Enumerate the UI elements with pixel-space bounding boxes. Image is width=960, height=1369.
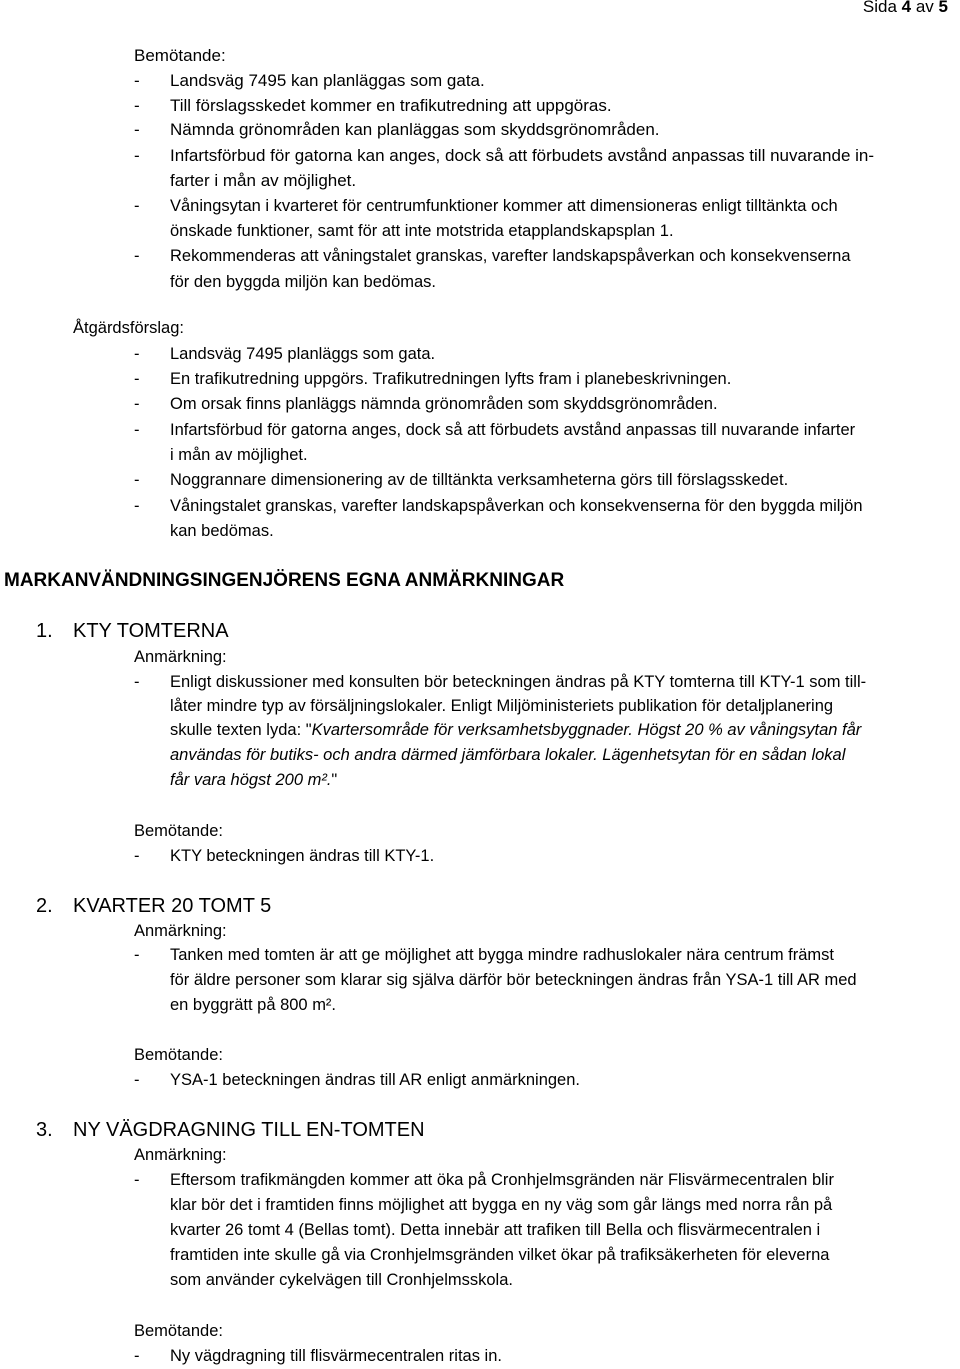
bullet-dash: - bbox=[134, 673, 140, 691]
bullet-dash: - bbox=[134, 120, 140, 139]
bullet-dash: - bbox=[134, 847, 140, 865]
bullet-dash: - bbox=[134, 497, 140, 515]
section-3-remark-label: Anmärkning: bbox=[134, 1146, 227, 1164]
block2-item-3: Om orsak finns planläggs nämnda grönområden som skyddsgrönområden. bbox=[170, 395, 718, 413]
section-2-response-label: Bemötande: bbox=[134, 1046, 223, 1064]
section-2-response: YSA-1 beteckningen ändras till AR enligt anmärkningen. bbox=[170, 1071, 580, 1089]
bullet-dash: - bbox=[134, 1071, 140, 1089]
bullet-dash: - bbox=[134, 247, 140, 265]
block1-label: Bemötande: bbox=[134, 46, 226, 65]
bullet-dash: - bbox=[134, 471, 140, 489]
block1-item-1: Landsväg 7495 kan planläggas som gata. bbox=[170, 71, 485, 90]
section-1-number: 1. bbox=[36, 620, 53, 642]
block2-label: Åtgärdsförslag: bbox=[73, 319, 184, 337]
bullet-dash: - bbox=[134, 370, 140, 388]
section-1-remark-line-2: låter mindre typ av försäljningslokaler. Enligt Miljöministeriets publikation för detaljplanering bbox=[170, 697, 834, 715]
block1-item-3: Nämnda grönområden kan planläggas som skyddsgrönområden. bbox=[170, 120, 660, 139]
block2-item-2: En trafikutredning uppgörs. Trafikutredningen lyfts fram i planebeskrivningen. bbox=[170, 370, 732, 388]
section-3-title: NY VÄGDRAGNING TILL EN-TOMTEN bbox=[73, 1119, 425, 1141]
section-1-title: KTY TOMTERNA bbox=[73, 620, 229, 642]
block2-item-6-line-1: Våningstalet granskas, varefter landskapspåverkan och konsekvenserna för den byggda miljön bbox=[170, 497, 863, 515]
section-3-remark-line-1: Eftersom trafikmängden kommer att öka på Cronhjelmsgränden när Flisvärmecentralen blir bbox=[170, 1171, 834, 1189]
block2-item-4-line-1: Infartsförbud för gatorna anges, dock så att förbudets avstånd anpassas till nuvarande infarter bbox=[170, 421, 856, 439]
section-1-remark-line-1: Enligt diskussioner med konsulten bör beteckningen ändras på KTY tomterna till KTY-1 som till- bbox=[170, 673, 867, 691]
block1-item-6-line-2: för den byggda miljön kan bedömas. bbox=[170, 273, 436, 291]
block1-item-5-line-2: önskade funktioner, samt för att inte motstrida etapplandskapsplan 1. bbox=[170, 222, 674, 240]
block1-item-2: Till förslagsskedet kommer en trafikutredning att uppgöras. bbox=[170, 96, 612, 115]
section-2-title: KVARTER 20 TOMT 5 bbox=[73, 895, 272, 917]
section-3-remark-line-4: framtiden inte skulle gå via Cronhjelmsgränden vilket ökar på trafiksäkerheten för eleverna bbox=[170, 1246, 830, 1264]
section-3-remark-line-5: som använder cykelvägen till Cronhjelmsskola. bbox=[170, 1271, 513, 1289]
block2-item-4-line-2: i mån av möjlighet. bbox=[170, 446, 308, 464]
page-number: Sida 4 av 5 bbox=[862, 0, 948, 16]
section-2-remark-line-1: Tanken med tomten är att ge möjlighet att bygga mindre radhuslokaler nära centrum främst bbox=[170, 946, 834, 964]
bullet-dash: - bbox=[134, 946, 140, 964]
block2-item-5: Noggrannare dimensionering av de tilltänkta verksamheterna görs till förslagsskedet. bbox=[170, 471, 789, 489]
section-2-remark-line-2: för äldre personer som klarar sig själva därför bör beteckningen ändras från YSA-1 till AR med bbox=[170, 971, 857, 989]
bullet-dash: - bbox=[134, 395, 140, 413]
section-2-remark-line-3: en byggrätt på 800 m². bbox=[170, 996, 337, 1014]
section-1-remark-label: Anmärkning: bbox=[134, 648, 227, 666]
section-1-response: KTY beteckningen ändras till KTY-1. bbox=[170, 847, 435, 865]
section-2-number: 2. bbox=[36, 895, 53, 917]
section-3-response-label: Bemötande: bbox=[134, 1322, 223, 1340]
bullet-dash: - bbox=[134, 197, 140, 215]
section-3-number: 3. bbox=[36, 1119, 53, 1141]
section-1-remark-line-4: användas för butiks- och andra därmed jämförbara lokaler. Lägenhetsytan för en sådan lokal bbox=[170, 746, 846, 764]
bullet-dash: - bbox=[134, 71, 140, 90]
section-3-response: Ny vägdragning till flisvärmecentralen ritas in. bbox=[170, 1347, 502, 1365]
section-1-remark-line-5: får vara högst 200 m²." bbox=[170, 771, 338, 789]
block1-item-4-line-2: farter i mån av möjlighet. bbox=[170, 171, 357, 190]
section-3-remark-line-3: kvarter 26 tomt 4 (Bellas tomt). Detta innebär att trafiken till Bella och flisvärmecentralen i bbox=[170, 1221, 821, 1239]
section-2-remark-label: Anmärkning: bbox=[134, 922, 227, 940]
block1-item-5-line-1: Våningsytan i kvarteret för centrumfunktioner kommer att dimensioneras enligt tilltänkta och bbox=[170, 197, 838, 215]
bullet-dash: - bbox=[134, 345, 140, 363]
bullet-dash: - bbox=[134, 1347, 140, 1365]
bullet-dash: - bbox=[134, 421, 140, 439]
block2-item-6-line-2: kan bedömas. bbox=[170, 522, 274, 540]
bullet-dash: - bbox=[134, 96, 140, 115]
bullet-dash: - bbox=[134, 1171, 140, 1189]
section-1-remark-line-3: skulle texten lyda: "Kvartersområde för verksamhetsbyggnader. Högst 20 % av våningsytan får bbox=[170, 721, 862, 739]
section-1-response-label: Bemötande: bbox=[134, 822, 223, 840]
section-3-remark-line-2: klar bör det i framtiden finns möjlighet att bygga en ny väg som går längs med norra rån på bbox=[170, 1196, 833, 1214]
bullet-dash: - bbox=[134, 146, 140, 165]
main-heading: MARKANVÄNDNINGSINGENJÖRENS EGNA ANMÄRKNINGAR bbox=[4, 570, 565, 591]
block2-item-1: Landsväg 7495 planläggs som gata. bbox=[170, 345, 436, 363]
block1-item-6-line-1: Rekommenderas att våningstalet granskas, varefter landskapspåverkan och konsekvenserna bbox=[170, 247, 851, 265]
block1-item-4-line-1: Infartsförbud för gatorna kan anges, dock så att förbudets avstånd anpassas till nuvarande in- bbox=[170, 146, 875, 165]
